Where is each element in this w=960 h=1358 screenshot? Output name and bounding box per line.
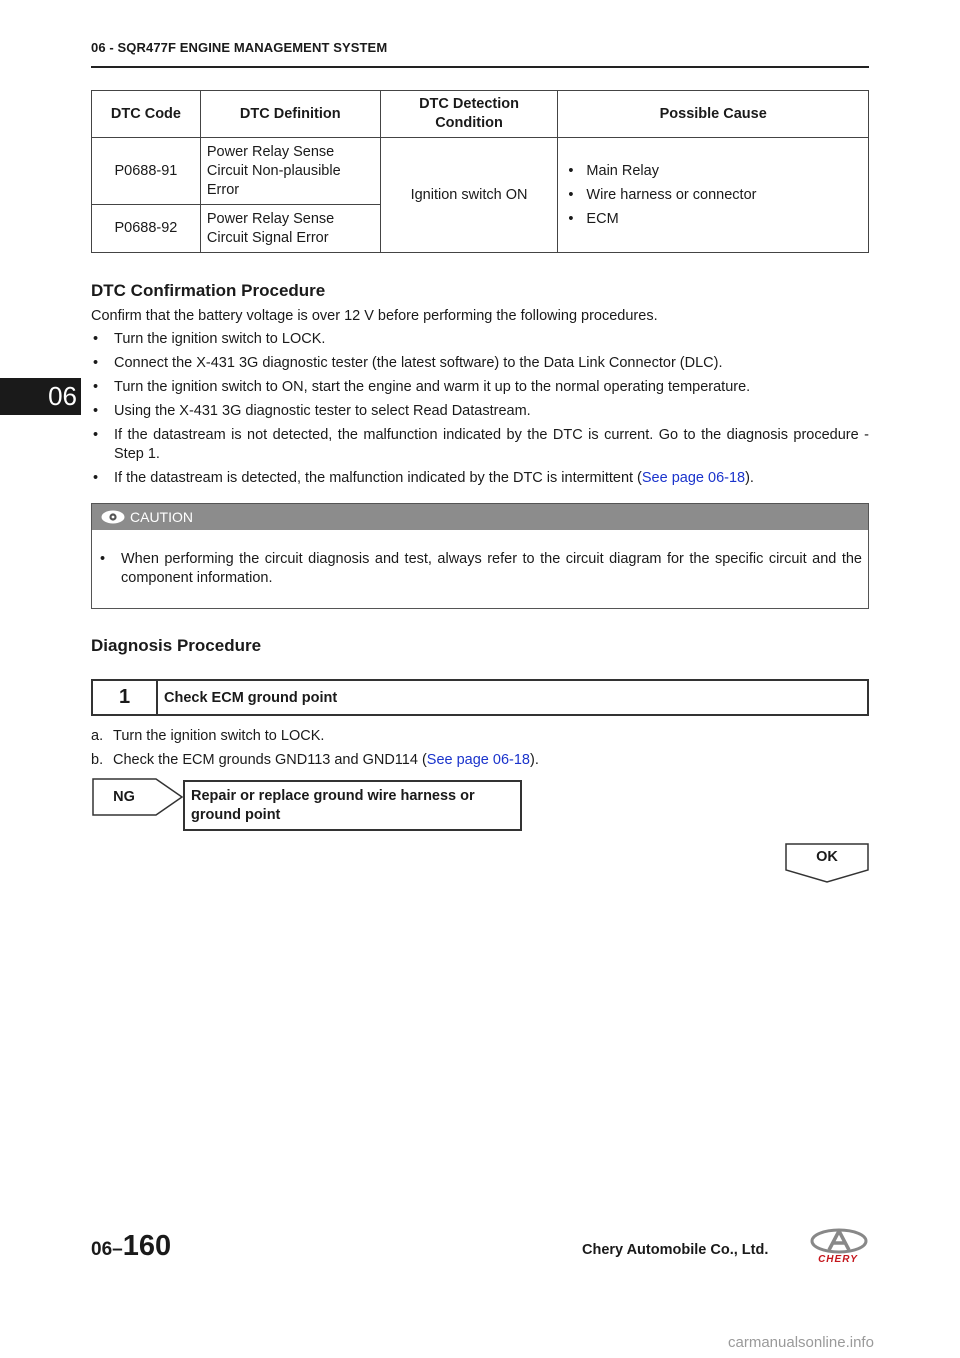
diagnosis-heading: Diagnosis Procedure (91, 636, 262, 655)
list-item (91, 469, 869, 488)
repair-action-box: Repair or replace ground wire harness or ground point (183, 780, 522, 831)
list-item (91, 751, 539, 770)
list-item: • Main Relay (566, 159, 860, 183)
ng-label: NG (113, 789, 135, 805)
substeps-list (91, 727, 539, 775)
dtc-definition-cell: Power Relay Sense Circuit Non-plausible Error (200, 138, 380, 205)
header-possible-cause: Possible Cause (558, 91, 869, 138)
step-title: Check ECM ground point (164, 689, 338, 706)
caution-title: CAUTION (130, 509, 193, 525)
step-box (91, 679, 869, 716)
list-item: • Connect the X-431 3G diagnostic tester (the latest software) to the Data Link Connector (DLC). (91, 354, 869, 373)
list-item: • Using the X-431 3G diagnostic tester to select Read Datastream. (91, 402, 869, 421)
table-row (92, 138, 869, 205)
page-number-value: 160 (122, 1230, 172, 1262)
see-page-link[interactable]: See page 06-18 (426, 752, 530, 768)
header-title: 06 - SQR477F ENGINE MANAGEMENT SYSTEM (91, 40, 388, 55)
caution-list (92, 550, 868, 588)
cause-list (566, 159, 860, 231)
substep-label: a. (91, 728, 104, 744)
confirmation-heading: DTC Confirmation Procedure (91, 281, 326, 300)
list-item: • Wire harness or connector (566, 183, 860, 207)
page-number (91, 1230, 171, 1263)
list-item: • ECM (566, 207, 860, 231)
substep-text-end: ). (529, 752, 539, 768)
substep-label: b. (91, 752, 104, 768)
footer-company: Chery Automobile Co., Ltd. (582, 1242, 769, 1258)
chery-logo-text: CHERY (818, 1254, 858, 1265)
section-tab: 06 (0, 378, 81, 415)
watermark: carmanualsonline.info (728, 1334, 874, 1351)
page-prefix: 06– (91, 1239, 123, 1260)
dtc-table (91, 90, 869, 253)
eye-icon (100, 509, 126, 525)
list-item (91, 727, 539, 746)
table-header-row (92, 91, 869, 138)
confirmation-steps (91, 330, 869, 493)
ok-label: OK (816, 849, 838, 865)
step-text: If the datastream is detected, the malfunction indicated by the DTC is intermittent ( (114, 470, 642, 486)
list-item: • If the datastream is not detected, the malfunction indicated by the DTC is current. Go to the diagnosis procedure - Step 1. (91, 426, 869, 464)
list-item: • When performing the circuit diagnosis and test, always refer to the circuit diagram for the specific circuit and the component information. (100, 550, 862, 588)
see-page-link[interactable]: See page 06-18 (641, 470, 746, 486)
dtc-definition-cell: Power Relay Sense Circuit Signal Error (200, 205, 380, 253)
step-text-end: ). (745, 470, 754, 486)
header-detection-condition: DTC Detection Condition (380, 91, 558, 138)
caution-header (92, 504, 868, 530)
header-dtc-code: DTC Code (92, 91, 201, 138)
list-item: • Turn the ignition switch to ON, start the engine and warm it up to the normal operating temperature. (91, 378, 869, 397)
dtc-code-cell: P0688-92 (92, 205, 201, 253)
dtc-code-cell: P0688-91 (92, 138, 201, 205)
caution-box (91, 503, 869, 609)
confirmation-intro: Confirm that the battery voltage is over 12 V before performing the following procedures. (91, 308, 658, 324)
header-divider (91, 66, 869, 68)
step-number: 1 (93, 681, 158, 714)
substep-text: Turn the ignition switch to LOCK. (113, 728, 325, 744)
substep-text: Check the ECM grounds GND113 and GND114 ( (113, 752, 427, 768)
header-dtc-definition: DTC Definition (200, 91, 380, 138)
detection-condition-cell: Ignition switch ON (380, 138, 558, 253)
possible-cause-cell (558, 138, 869, 253)
list-item: • Turn the ignition switch to LOCK. (91, 330, 869, 349)
